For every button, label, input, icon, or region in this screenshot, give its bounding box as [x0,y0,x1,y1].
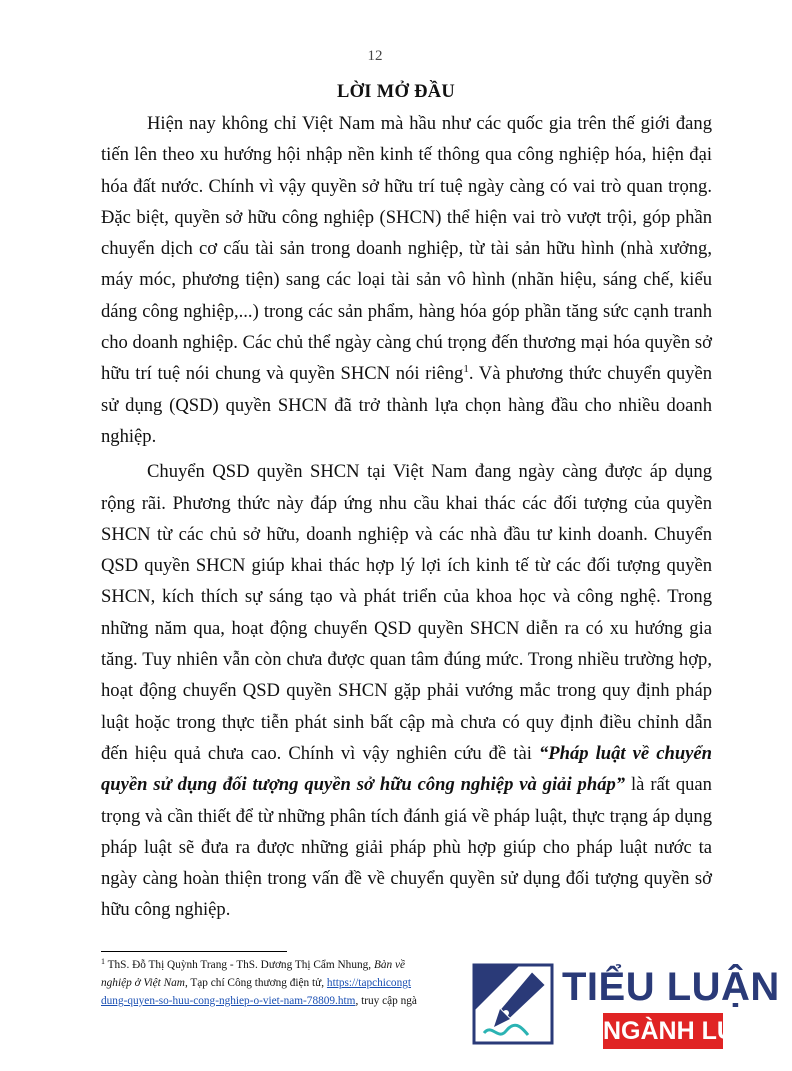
footnote-article-title-end: nghiệp ở Việt Nam [101,977,185,989]
paragraph-1 [101,108,712,452]
fountain-pen-icon [470,961,556,1047]
footnote-reference[interactable]: 1 [463,363,469,376]
paragraph-2-text: Chuyển QSD quyền SHCN tại Việt Nam đang ngày càng được áp dụng rộng rãi. Phương thức này đáp ứng nhu cầu khai thác các đối tượng của quyền SHCN từ các chủ sở hữu, doanh nghiệp và các nhà đầu tư kinh doanh. Chuyển QSD quyền SHCN giúp khai thác hợp lý lợi ích kinh tế từ các đối tượng quyền SHCN, kích thích sự sáng tạo và phát triển của khoa học và công nghệ. Trong những năm qua, hoạt động chuyển QSD quyền SHCN diễn ra có xu hướng gia tăng. Tuy nhiên vẫn còn chưa được quan tâm đúng mức. Trong nhiều trường hợp, hoạt động chuyển QSD quyền SHCN gặp phải vướng mắc trong quy định pháp luật hoặc trong thực tiễn phát sinh bất cập mà chưa có quy định điều chỉnh dẫn đến hiệu quả chưa cao. Chính vì vậy nghiên cứu đề tài [101,461,712,764]
page-title: LỜI MỞ ĐẦU [336,82,456,102]
paragraph-1-text: Hiện nay không chỉ Việt Nam mà hầu như các quốc gia trên thế giới đang tiến lên theo xu hướng hội nhập nền kinh tế thông qua công nghiệp hóa, hiện đại hóa đất nước. Chính vì vậy quyền sở hữu trí tuệ ngày càng có vai trò quan trọng. Đặc biệt, quyền sở hữu công nghiệp (SHCN) thể hiện vai trò vượt trội, góp phần chuyển dịch cơ cấu tài sản trong doanh nghiệp, từ tài sản hữu hình (nhà xưởng, máy móc, phương tiện) sang các loại tài sản vô hình (nhãn hiệu, sáng chế, kiểu dáng công nghiệp,...) trong các sản phẩm, hàng hóa góp phần tăng sức cạnh tranh cho doanh nghiệp. Các chủ thể ngày càng chú trọng đến thương mại hóa quyền sở hữu trí tuệ nói chung và quyền SHCN nói riêng [101,113,712,385]
page-number: 12 [367,48,383,64]
logo-text-bottom: NGÀNH LUẬT [603,1013,723,1049]
thesis-title-emphasis: “Pháp luật về chuyển quyền sử dụng đối tượng quyền sở hữu công nghiệp và giải pháp” [101,742,713,796]
watermark-logo [458,955,780,1071]
document-body [101,108,712,926]
footnote-link-start[interactable]: https://tapchicongt [326,977,412,989]
logo-text-top: TIỂU LUẬN [562,965,780,1009]
paragraph-1-tail: . Và phương thức chuyển quyền sử dụng (QSD) quyền SHCN đã trở thành lựa chọn hàng đầu cho nhiều doanh nghiệp. [101,363,713,447]
footnote-link-end[interactable]: dung-quyen-so-huu-cong-nghiep-o-viet-nam-78809.htm [101,995,356,1007]
paragraph-2-tail: là rất quan trọng và cần thiết để từ những phân tích đánh giá về pháp luật, thực trạng áp dụng pháp luật sẽ đưa ra được những giải pháp phù hợp giúp cho pháp luật nước ta ngày càng hoàn thiện trong vấn đề về chuyển quyền sử dụng đối tượng quyền sở hữu công nghiệp. [101,774,712,921]
paragraph-2 [101,456,712,925]
footnote-number: 1 [101,957,105,966]
footnote-article-title-start: Bàn về [373,959,405,971]
footnote-journal: , Tạp chí Công thương điện tử, [184,977,325,989]
footnote-authors: ThS. Đỗ Thị Quỳnh Trang - ThS. Dương Thị Cẩm Nhung, [107,959,372,971]
footnote-access-date: , truy cập ngà [355,995,417,1007]
footnote-divider [101,951,287,952]
